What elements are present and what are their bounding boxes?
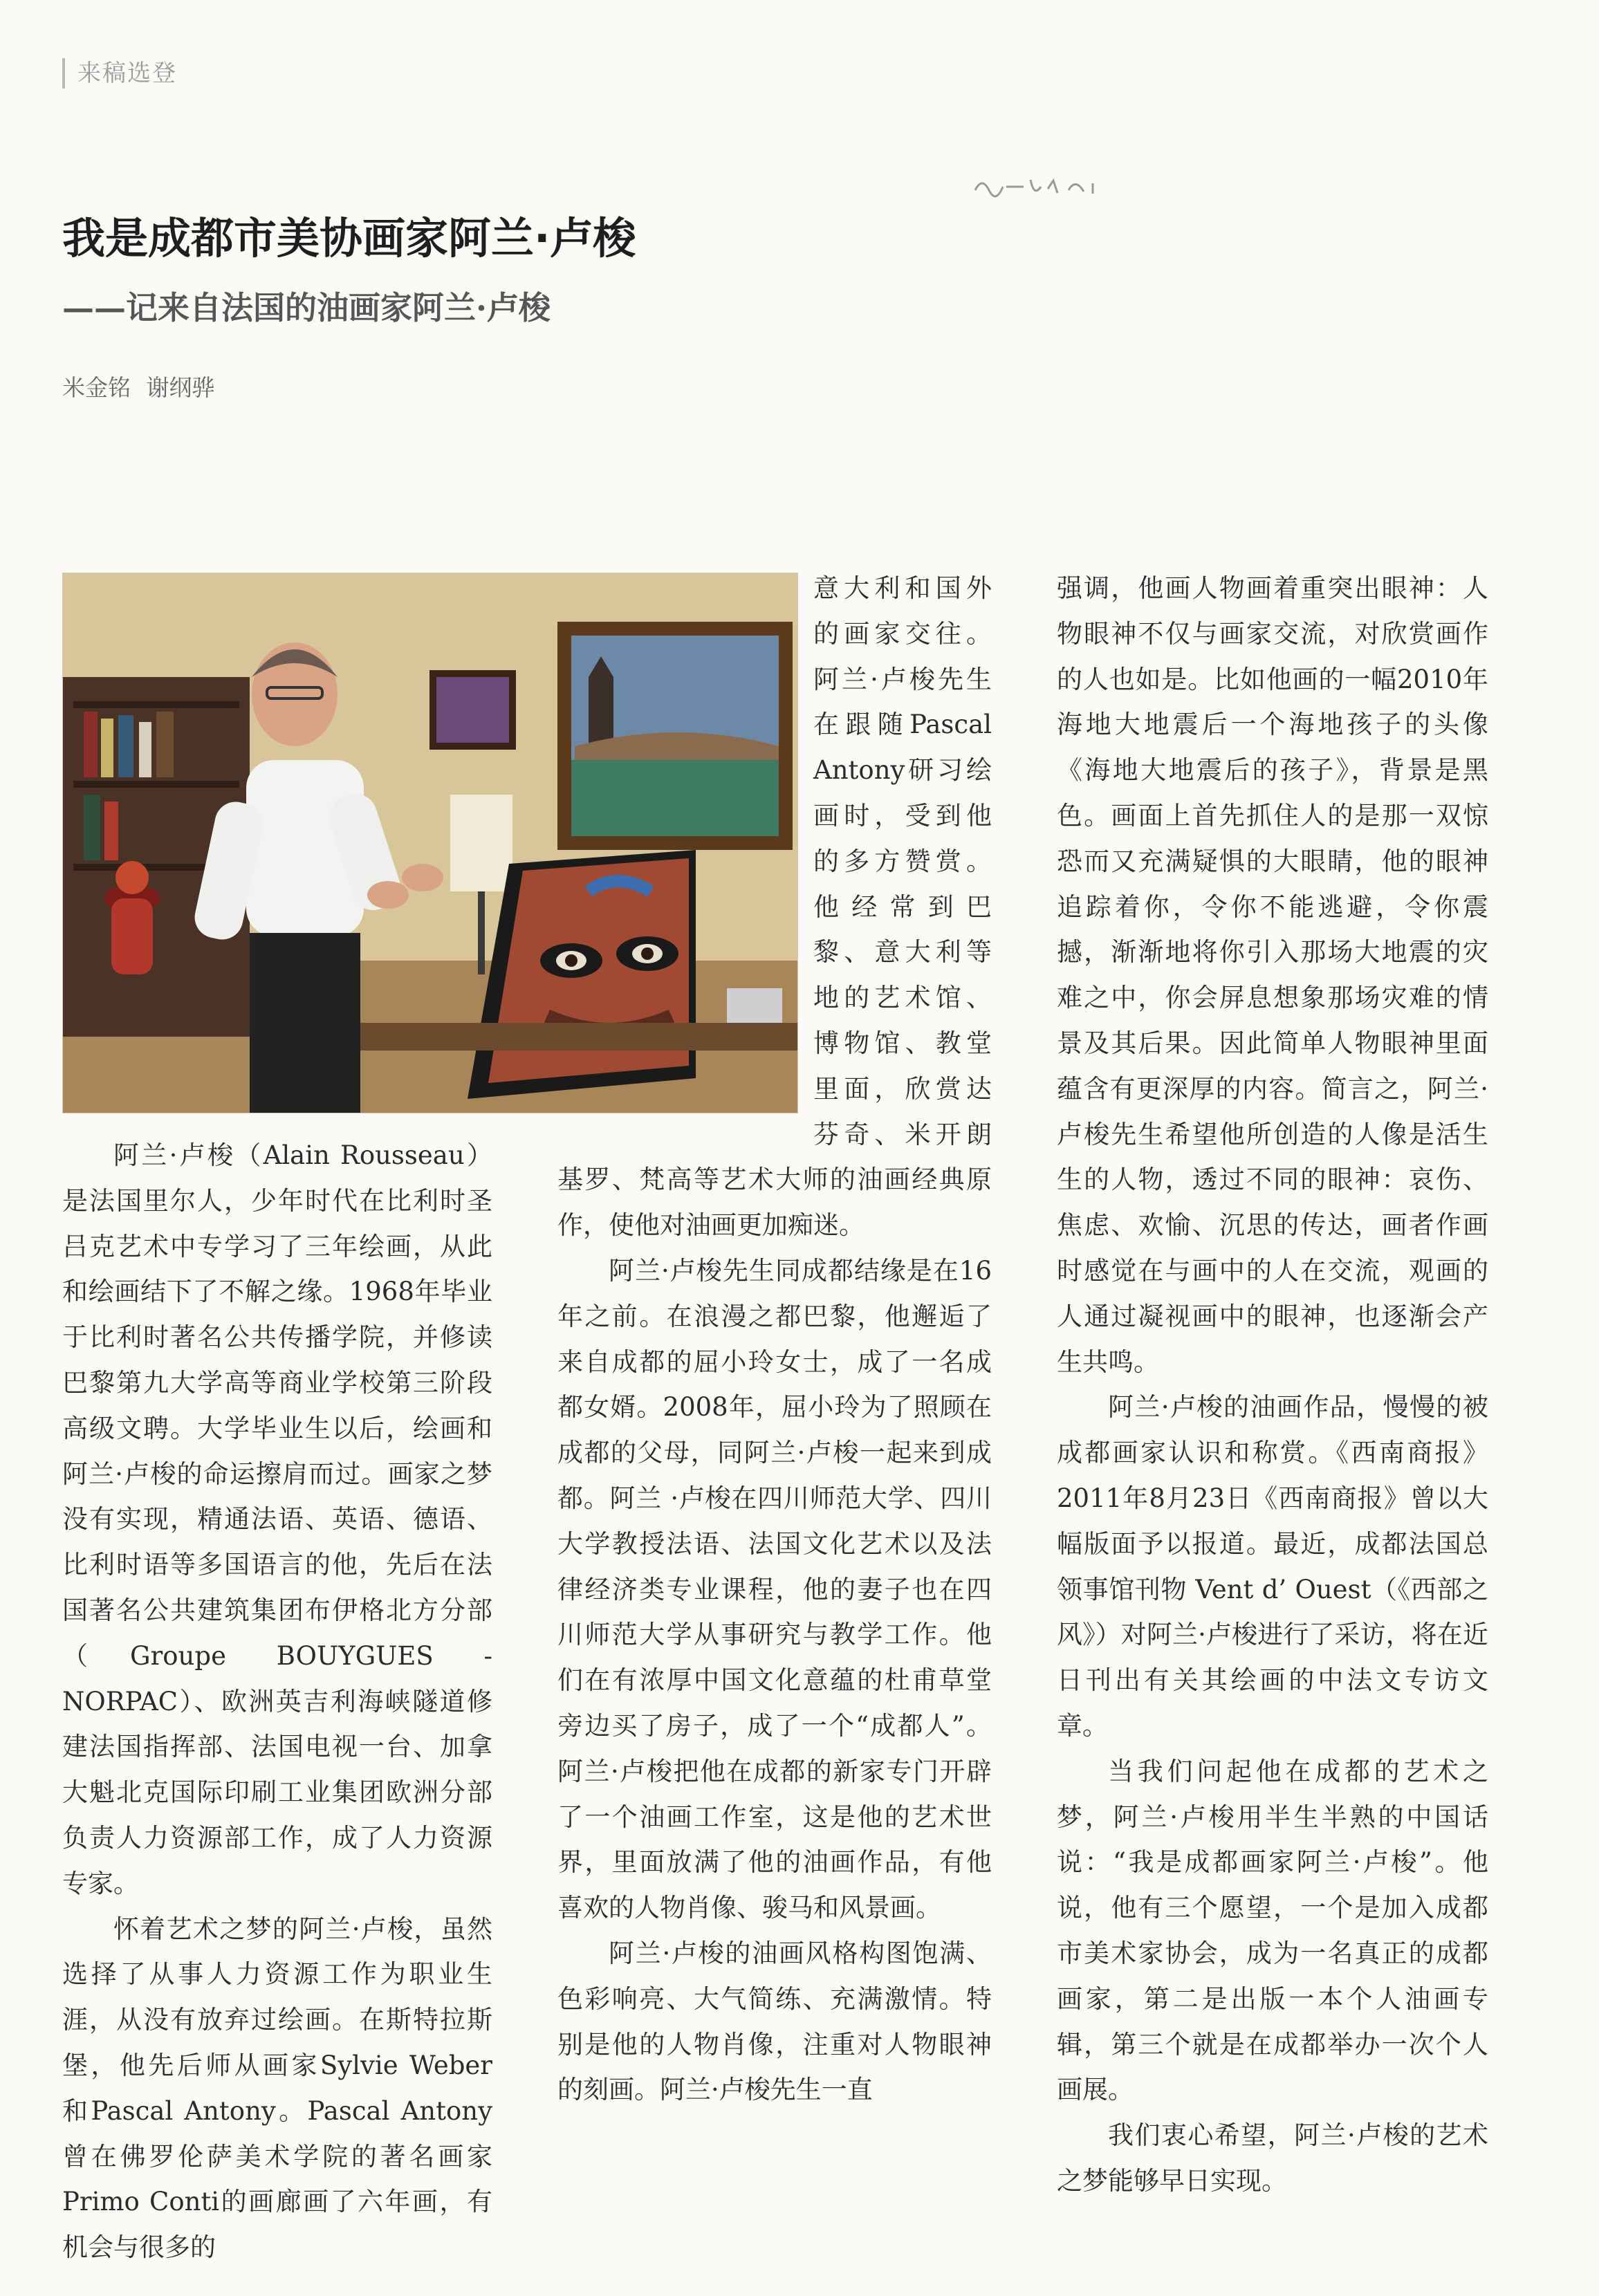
article-column-1 [62,1133,492,2270]
paragraph: 阿兰·卢梭的油画风格构图饱满、色彩响亮、大气简练、充满激情。特别是他的人物肖像，注重对人物眼神的刻画。阿兰·卢梭先生一直 [557,1938,992,2105]
article-authors: 米金铭 谢纲骅 [62,374,215,401]
paragraph: 怀着艺术之梦的阿兰·卢梭，虽然选择了从事人力资源工作为职业生涯，从没有放弃过绘画。在斯特拉斯堡，他先后师从画家Sylvie Weber 和Pascal Antony。Pascal Antony曾在佛罗伦萨美术学院的著名画家Primo Conti的画廊画了六年画，有机会与很多的 [62,1914,492,2263]
paragraph: 阿兰·卢梭先生同成都结缘是在16年之前。在浪漫之都巴黎，他邂逅了来自成都的屈小玲女士，成了一名成都女婿。2008年，屈小玲为了照顾在成都的父母，同阿兰·卢梭一起来到成都。阿兰 ·卢梭在四川师范大学、四川大学教授法语、法国文化艺术以及法律经济类专业课程，他的妻子也在四川师范大学从事研究与教学工作。他们在有浓厚中国文化意蕴的杜甫草堂旁边买了房子，成了一个“成都人”。阿兰·卢梭把他在成都的新家专门开辟了一个油画工作室，这是他的艺术世界，里面放满了他的油画作品，有他喜欢的人物肖像、骏马和风景画。 [557,1255,992,1923]
paragraph: 阿兰·卢梭（Alain Rousseau）是法国里尔人，少年时代在比利时圣吕克艺术中专学习了三年绘画，从此和绘画结下了不解之缘。1968年毕业于比利时著名公共传播学院，并修读巴黎第九大学高等商业学校第三阶段高级文聘。大学毕业生以后，绘画和阿兰·卢梭的命运擦肩而过。画家之梦没有实现，精通法语、英语、德语、比利时语等多国语言的他，先后在法国著名公共建筑集团布伊格北方分部（Groupe BOUYGUES -NORPAC）、欧洲英吉利海峡隧道修建法国指挥部、法国电视一台、加拿大魁北克国际印刷工业集团欧洲分部负责人力资源部工作，成了人力资源专家。 [62,1140,492,1898]
article-column-2 [557,566,992,2113]
handwritten-mark [972,169,1110,204]
paragraph: 我们衷心希望，阿兰·卢梭的艺术之梦能够早日实现。 [1057,2120,1488,2196]
paragraph: 阿兰·卢梭的油画作品，慢慢的被成都画家认识和称赏。《西南商报》2011年8月23日《西南商报》曾以大幅版面予以报道。最近，成都法国总领事馆刊物 Vent d’ Ouest（《西部之风》）对阿兰·卢梭进行了采访，将在近日刊出有关其绘画的中法文专访文章。 [1057,1392,1488,1741]
section-tag: 来稿选登 [62,58,177,89]
paragraph: 意大利和国外的画家交往。阿兰·卢梭先生在跟随Pascal Antony研习绘画时，受到他的多方赞赏。他经常到巴黎、意大利等地的艺术馆、博物馆、教堂里面，欣赏达芬奇、米开朗基罗、梵高等艺术大师的油画经典原作，使他对油画更加痴迷。 [557,573,992,1241]
article-column-3 [1057,566,1488,2204]
page-title: 我是成都市美协画家阿兰·卢梭 [62,213,636,263]
paragraph: 当我们问起他在成都的艺术之梦，阿兰·卢梭用半生半熟的中国话说：“我是成都画家阿兰·卢梭”。他说，他有三个愿望，一个是加入成都市美术家协会，成为一名真正的成都画家，第二是出版一本个人油画专辑，第三个就是在成都举办一次个人画展。 [1057,1756,1488,2105]
page-subtitle: ——记来自法国的油画家阿兰·卢梭 [62,289,551,326]
paragraph: 强调，他画人物画着重突出眼神：人物眼神不仅与画家交流，对欣赏画作的人也如是。比如他画的一幅2010年海地大地震后一个海地孩子的头像《海地大地震后的孩子》，背景是黑色。画面上首先抓住人的是那一双惊恐而又充满疑惧的大眼睛，他的眼神追踪着你，令你不能逃避，令你震撼，渐渐地将你引入那场大地震的灾难之中，你会屏息想象那场灾难的情景及其后果。因此简单人物眼神里面蕴含有更深厚的内容。简言之，阿兰·卢梭先生希望他所创造的人像是活生生的人物，透过不同的眼神：哀伤、焦虑、欢愉、沉思的传达，画者作画时感觉在与画中的人在交流，观画的人通过凝视画中的眼神，也逐渐会产生共鸣。 [1057,573,1488,1377]
